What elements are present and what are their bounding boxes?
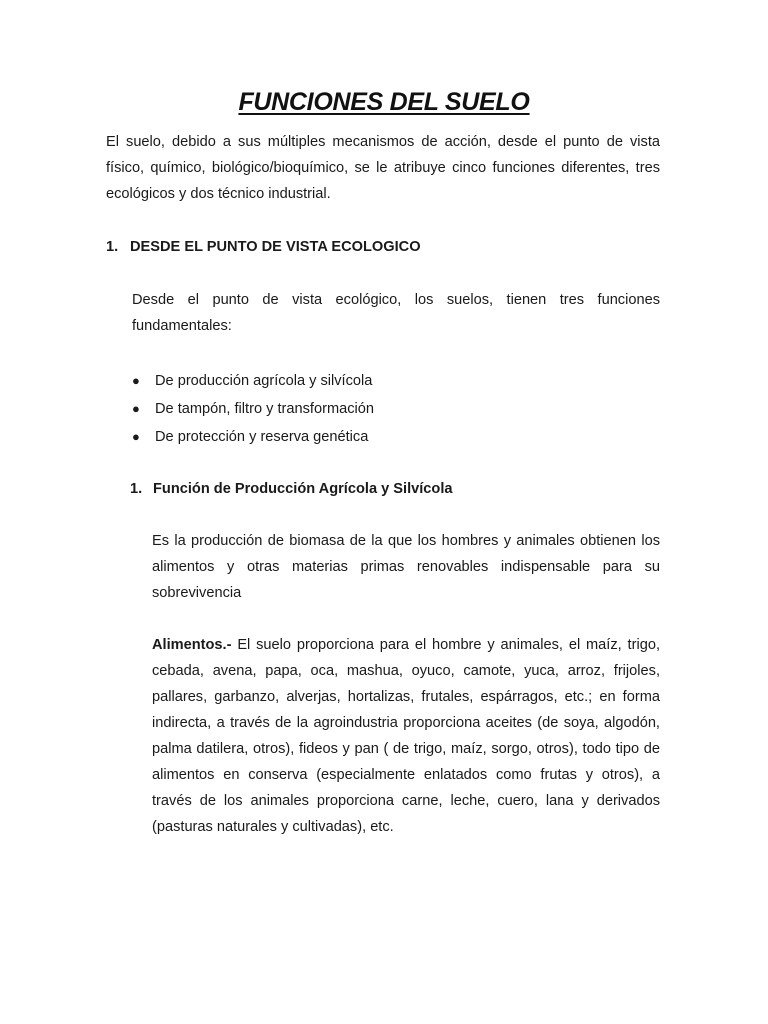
list-item-text: De tampón, filtro y transformación xyxy=(155,401,374,417)
document-title: FUNCIONES DEL SUELO xyxy=(238,88,530,116)
bullet-icon: ● xyxy=(132,373,140,388)
produccion-paragraph: Es la producción de biomasa de la que los hombres y animales obtienen los alimentos y otras materias primas renovables indispensable para su sobrevivencia xyxy=(152,533,660,601)
list-item xyxy=(132,367,374,395)
subsection-heading-text: Función de Producción Agrícola y Silvícola xyxy=(153,481,453,497)
subsection-heading-produccion xyxy=(130,478,453,500)
section-number: 1. xyxy=(106,239,119,255)
list-item-text: De protección y reserva genética xyxy=(155,429,369,445)
bullet-icon: ● xyxy=(132,401,140,416)
alimentos-text: El suelo proporciona para el hombre y animales, el maíz, trigo, cebada, avena, papa, oca, mashua, oyuco, camote, yuca, arroz, frijoles, pallares, garbanzo, alverjas, hortalizas, frutales, espárragos, etc.; en forma indirecta, a través de la agroindustria proporciona aceites (de soya, algodón, palma datilera, otros), fideos y pan ( de trigo, maíz, sorgo, otros), todo tipo de alimentos en conserva (especialmente enlatados como frutas y otros), a través de los animales proporciona carne, leche, cuero, lana y derivados (pasturas naturales y cultivadas), etc. xyxy=(152,637,660,835)
alimentos-lead: Alimentos.- xyxy=(152,637,232,653)
list-item-text: De producción agrícola y silvícola xyxy=(155,373,373,389)
list-item xyxy=(132,395,374,423)
list-item xyxy=(132,423,374,451)
ecologico-paragraph: Desde el punto de vista ecológico, los suelos, tienen tres funciones fundamentales: xyxy=(132,292,660,334)
intro-paragraph: El suelo, debido a sus múltiples mecanismos de acción, desde el punto de vista físico, químico, biológico/bioquímico, se le atribuye cinco funciones diferentes, tres ecológicos y dos técnico industrial. xyxy=(106,134,660,202)
subsection-number: 1. xyxy=(130,481,143,497)
alimentos-paragraph xyxy=(152,632,660,840)
section-heading-text: DESDE EL PUNTO DE VISTA ECOLOGICO xyxy=(130,239,421,255)
section-heading-ecologico xyxy=(106,236,421,258)
functions-bullet-list xyxy=(132,367,374,451)
bullet-icon: ● xyxy=(132,429,140,444)
